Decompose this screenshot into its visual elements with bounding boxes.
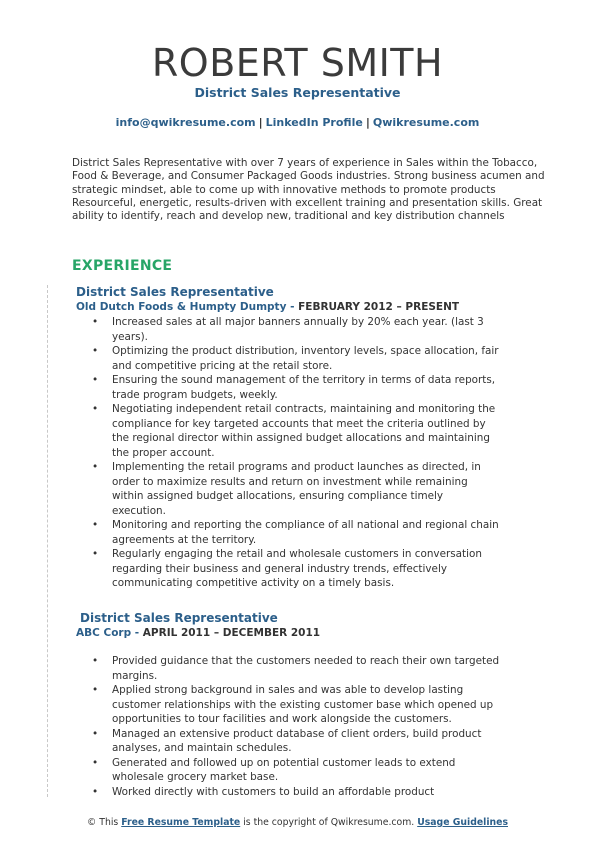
list-item: • Worked directly with customers to build an affordable product [76, 785, 500, 800]
list-item: • Ensuring the sound management of the territory in terms of data reports, trade program budgets, weekly. [76, 373, 500, 402]
email-link[interactable]: info@qwikresume.com [115, 116, 256, 129]
candidate-name: ROBERT SMITH [151, 41, 444, 85]
list-item: • Generated and followed up on potential customer leads to extend wholesale grocery market base. [76, 756, 500, 785]
job-entry [76, 610, 520, 799]
experience-heading: EXPERIENCE [72, 258, 173, 274]
contact-separator: | [365, 116, 370, 129]
job-company: ABC Corp - [76, 627, 140, 639]
list-item: • Increased sales at all major banners annually by 20% each year. (last 3 years). [76, 315, 500, 344]
list-item: • Monitoring and reporting the compliance of all national and regional chain agreements at the territory. [76, 518, 500, 547]
job-entry [76, 284, 516, 591]
list-item: • Provided guidance that the customers needed to reach their own targeted margins. [76, 654, 500, 683]
usage-guidelines-link[interactable]: Usage Guidelines [417, 817, 508, 828]
footer-copyright-text: is the copyright of Qwikresume.com. [243, 817, 415, 828]
contact-links [0, 116, 595, 129]
job-company-line [76, 300, 516, 315]
free-resume-template-link[interactable]: Free Resume Template [121, 817, 241, 828]
contact-separator: | [258, 116, 263, 129]
job-company: Old Dutch Foods & Humpty Dumpty - [76, 301, 295, 313]
footer-prefix: © This [87, 817, 119, 828]
job-title: District Sales Representative [80, 611, 278, 625]
list-item: • Managed an extensive product database of client orders, build product analyses, and maintain schedules. [76, 727, 500, 756]
page-footer [0, 817, 595, 828]
job-company-line [76, 626, 520, 641]
list-item: • Negotiating independent retail contracts, maintaining and monitoring the compliance for key targeted accounts that meet the criteria outlined by the regional director within assigned budget allocations and maintaining the proper account. [76, 402, 500, 460]
linkedin-link[interactable]: LinkedIn Profile [265, 116, 363, 129]
list-item: • Regularly engaging the retail and wholesale customers in conversation regarding their business and general industry trends, effectively communicating competitive activity on a timely basis. [76, 547, 500, 591]
job-bullet-list [76, 654, 520, 799]
job-bullet-list [76, 315, 516, 591]
timeline-divider [47, 285, 48, 797]
job-dates: FEBRUARY 2012 – PRESENT [298, 301, 460, 313]
job-dates: APRIL 2011 – DECEMBER 2011 [142, 627, 321, 639]
job-title: District Sales Representative [76, 285, 274, 299]
list-item: • Applied strong background in sales and was able to develop lasting customer relationships with the existing customer base which opened up opportunities to tour facilities and work alongside the customers. [76, 683, 500, 727]
list-item: • Optimizing the product distribution, inventory levels, space allocation, fair and competitive pricing at the retail store. [76, 344, 500, 373]
candidate-title: District Sales Representative [194, 85, 401, 100]
list-item: • Implementing the retail programs and product launches as directed, in order to maximize results and return on investment while remaining within assigned budget allocations, ensuring compliance timely execution. [76, 460, 500, 518]
summary-paragraph: District Sales Representative with over 7 years of experience in Sales within the Tobacco, Food & Beverage, and Consumer Packaged Goods industries. Strong business acumen and strategic mindset, able to come up with innovative methods to promote products Resourceful, energetic, results-driven with excellent training and presentation skills. Great ability to identify, reach and develop new, traditional and key distribution channels [72, 157, 545, 223]
website-link[interactable]: Qwikresume.com [372, 116, 480, 129]
